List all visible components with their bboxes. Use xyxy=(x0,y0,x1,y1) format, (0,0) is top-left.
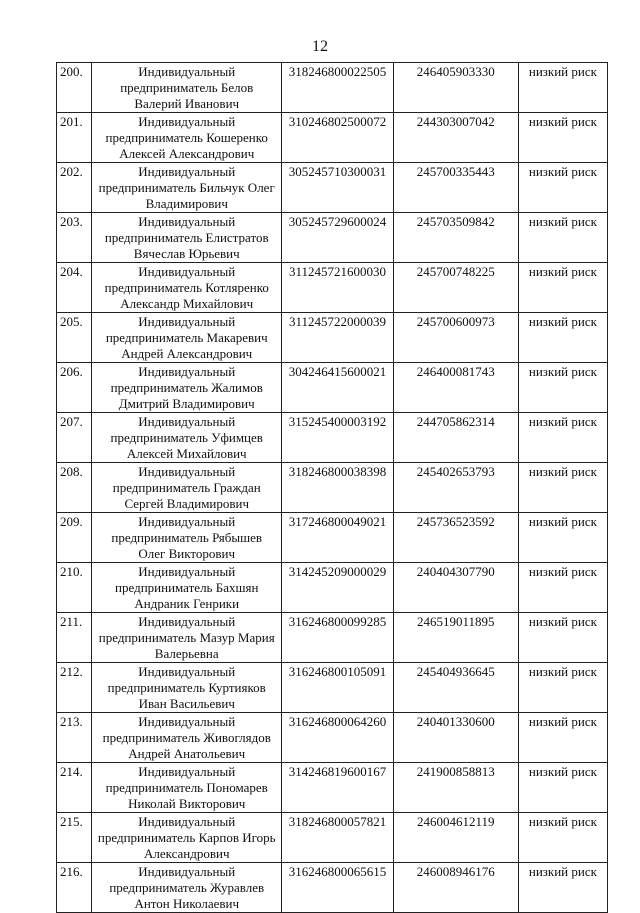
ogrnip-cell: 304246415600021 xyxy=(282,363,393,413)
inn-cell: 245402653793 xyxy=(393,463,518,513)
risk-category-cell: низкий риск xyxy=(518,513,607,563)
table-row xyxy=(57,863,608,913)
entrepreneur-name-line: предприниматель Котляренко xyxy=(104,280,269,295)
inn-cell: 245700748225 xyxy=(393,263,518,313)
table-row xyxy=(57,213,608,263)
entrepreneur-name-line: Индивидуальный xyxy=(138,164,236,179)
entrepreneur-name-line: Николай Викторович xyxy=(128,796,246,811)
entrepreneur-name-cell xyxy=(92,213,282,263)
entrepreneur-name-cell xyxy=(92,463,282,513)
inn-cell: 240401330600 xyxy=(393,713,518,763)
entrepreneur-name-line: предприниматель Уфимцев xyxy=(110,430,263,445)
entrepreneur-name-line: Андраник Генрики xyxy=(134,596,240,611)
entrepreneur-name-cell xyxy=(92,263,282,313)
entrepreneur-name-cell xyxy=(92,663,282,713)
page-number: 12 xyxy=(312,38,328,55)
entrepreneur-name-cell xyxy=(92,363,282,413)
entrepreneur-name-line: Индивидуальный xyxy=(138,64,236,79)
risk-category-cell: низкий риск xyxy=(518,663,607,713)
table-row xyxy=(57,763,608,813)
ogrnip-cell: 305245729600024 xyxy=(282,213,393,263)
entrepreneur-name-line: предприниматель Макаревич xyxy=(105,330,268,345)
entrepreneur-name-line: Александрович xyxy=(143,846,230,861)
table-row xyxy=(57,363,608,413)
entrepreneur-name-cell xyxy=(92,613,282,663)
entrepreneur-name-line: Антон Николаевич xyxy=(134,896,240,911)
inn-cell: 244705862314 xyxy=(393,413,518,463)
ogrnip-cell: 314245209000029 xyxy=(282,563,393,613)
entrepreneur-name-cell xyxy=(92,413,282,463)
inn-cell: 245404936645 xyxy=(393,663,518,713)
ogrnip-cell: 314246819600167 xyxy=(282,763,393,813)
ogrnip-cell: 316246800064260 xyxy=(282,713,393,763)
entrepreneur-name-cell xyxy=(92,563,282,613)
entrepreneur-name-line: предприниматель Мазур Мария xyxy=(98,630,275,645)
entrepreneur-name-line: Олег Викторович xyxy=(138,546,236,561)
inn-cell: 241900858813 xyxy=(393,763,518,813)
entrepreneur-name-line: Индивидуальный xyxy=(138,214,236,229)
table-row xyxy=(57,663,608,713)
risk-category-cell: низкий риск xyxy=(518,363,607,413)
row-number-cell: 205. xyxy=(57,313,92,363)
row-number-cell: 203. xyxy=(57,213,92,263)
entrepreneur-name-cell xyxy=(92,113,282,163)
table-row xyxy=(57,713,608,763)
entrepreneur-name-line: Иван Васильевич xyxy=(138,696,235,711)
ogrnip-cell: 316246800065615 xyxy=(282,863,393,913)
ogrnip-cell: 316246800105091 xyxy=(282,663,393,713)
entrepreneur-name-line: Индивидуальный xyxy=(138,614,236,629)
registry-table xyxy=(56,62,608,913)
entrepreneur-name-line: Владимирович xyxy=(145,196,228,211)
entrepreneur-name-line: Индивидуальный xyxy=(138,464,236,479)
entrepreneur-name-line: предприниматель Куртияков xyxy=(107,680,266,695)
entrepreneur-name-line: Индивидуальный xyxy=(138,114,236,129)
table-row xyxy=(57,613,608,663)
entrepreneur-name-line: Валерий Иванович xyxy=(134,96,240,111)
ogrnip-cell: 305245710300031 xyxy=(282,163,393,213)
entrepreneur-name-line: предприниматель Кошеренко xyxy=(105,130,268,145)
ogrnip-cell: 316246800099285 xyxy=(282,613,393,663)
entrepreneur-name-line: предприниматель Бильчук Олег xyxy=(98,180,275,195)
entrepreneur-name-line: предприниматель Бахшян xyxy=(115,580,259,595)
inn-cell: 246519011895 xyxy=(393,613,518,663)
ogrnip-cell: 311245721600030 xyxy=(282,263,393,313)
entrepreneur-name-line: Дмитрий Владимирович xyxy=(118,396,255,411)
inn-cell: 245700335443 xyxy=(393,163,518,213)
inn-cell: 244303007042 xyxy=(393,113,518,163)
risk-category-cell: низкий риск xyxy=(518,163,607,213)
entrepreneur-name-line: Вячеслав Юрьевич xyxy=(133,246,240,261)
row-number-cell: 202. xyxy=(57,163,92,213)
ogrnip-cell: 310246802500072 xyxy=(282,113,393,163)
risk-category-cell: низкий риск xyxy=(518,613,607,663)
inn-cell: 246004612119 xyxy=(393,813,518,863)
table-row xyxy=(57,63,608,113)
entrepreneur-name-line: Индивидуальный xyxy=(138,264,236,279)
entrepreneur-name-cell xyxy=(92,813,282,863)
row-number-cell: 210. xyxy=(57,563,92,613)
row-number-cell: 207. xyxy=(57,413,92,463)
entrepreneur-name-line: Индивидуальный xyxy=(138,864,236,879)
entrepreneur-name-line: предприниматель Белов xyxy=(120,80,254,95)
entrepreneur-name-line: Индивидуальный xyxy=(138,364,236,379)
row-number-cell: 208. xyxy=(57,463,92,513)
entrepreneur-name-cell xyxy=(92,713,282,763)
table-row xyxy=(57,413,608,463)
risk-category-cell: низкий риск xyxy=(518,213,607,263)
ogrnip-cell: 318246800038398 xyxy=(282,463,393,513)
entrepreneur-name-line: Индивидуальный xyxy=(138,714,236,729)
entrepreneur-name-line: Андрей Александрович xyxy=(121,346,253,361)
entrepreneur-name-line: Валерьевна xyxy=(154,646,219,661)
table-row xyxy=(57,463,608,513)
table-row xyxy=(57,263,608,313)
inn-cell: 240404307790 xyxy=(393,563,518,613)
entrepreneur-name-line: Алексей Михайлович xyxy=(126,446,247,461)
entrepreneur-name-line: Индивидуальный xyxy=(138,564,236,579)
ogrnip-cell: 315245400003192 xyxy=(282,413,393,463)
entrepreneur-name-line: предприниматель Рябышев xyxy=(111,530,263,545)
table-row xyxy=(57,513,608,563)
entrepreneur-name-line: предприниматель Елистратов xyxy=(104,230,269,245)
row-number-cell: 215. xyxy=(57,813,92,863)
entrepreneur-name-line: предприниматель Журавлев xyxy=(109,880,265,895)
entrepreneur-name-line: Индивидуальный xyxy=(138,314,236,329)
entrepreneur-name-cell xyxy=(92,163,282,213)
row-number-cell: 216. xyxy=(57,863,92,913)
inn-cell: 245700600973 xyxy=(393,313,518,363)
inn-cell: 245736523592 xyxy=(393,513,518,563)
ogrnip-cell: 317246800049021 xyxy=(282,513,393,563)
ogrnip-cell: 318246800057821 xyxy=(282,813,393,863)
inn-cell: 245703509842 xyxy=(393,213,518,263)
entrepreneur-name-line: предприниматель Пономарев xyxy=(105,780,268,795)
table-row xyxy=(57,813,608,863)
risk-category-cell: низкий риск xyxy=(518,763,607,813)
row-number-cell: 204. xyxy=(57,263,92,313)
entrepreneur-name-line: Алексей Александрович xyxy=(119,146,255,161)
row-number-cell: 214. xyxy=(57,763,92,813)
risk-category-cell: низкий риск xyxy=(518,263,607,313)
entrepreneur-name-line: предприниматель Граждан xyxy=(112,480,261,495)
risk-category-cell: низкий риск xyxy=(518,563,607,613)
ogrnip-cell: 318246800022505 xyxy=(282,63,393,113)
risk-category-cell: низкий риск xyxy=(518,813,607,863)
row-number-cell: 206. xyxy=(57,363,92,413)
risk-category-cell: низкий риск xyxy=(518,863,607,913)
entrepreneur-name-cell xyxy=(92,863,282,913)
entrepreneur-name-line: Индивидуальный xyxy=(138,764,236,779)
entrepreneur-name-line: Индивидуальный xyxy=(138,814,236,829)
inn-cell: 246400081743 xyxy=(393,363,518,413)
entrepreneur-name-cell xyxy=(92,763,282,813)
risk-category-cell: низкий риск xyxy=(518,413,607,463)
entrepreneur-name-cell xyxy=(92,313,282,363)
row-number-cell: 209. xyxy=(57,513,92,563)
risk-category-cell: низкий риск xyxy=(518,463,607,513)
entrepreneur-name-line: Сергей Владимирович xyxy=(124,496,250,511)
entrepreneur-name-line: предприниматель Карпов Игорь xyxy=(97,830,276,845)
inn-cell: 246405903330 xyxy=(393,63,518,113)
entrepreneur-name-line: предприниматель Жалимов xyxy=(110,380,263,395)
row-number-cell: 201. xyxy=(57,113,92,163)
entrepreneur-name-line: Индивидуальный xyxy=(138,514,236,529)
registry-table-body xyxy=(57,63,608,913)
table-row xyxy=(57,563,608,613)
table-row xyxy=(57,163,608,213)
table-row xyxy=(57,313,608,363)
entrepreneur-name-line: Александр Михайлович xyxy=(120,296,254,311)
row-number-cell: 212. xyxy=(57,663,92,713)
risk-category-cell: низкий риск xyxy=(518,713,607,763)
inn-cell: 246008946176 xyxy=(393,863,518,913)
entrepreneur-name-line: Андрей Анатольевич xyxy=(128,746,246,761)
entrepreneur-name-line: предприниматель Живоглядов xyxy=(102,730,271,745)
risk-category-cell: низкий риск xyxy=(518,113,607,163)
row-number-cell: 200. xyxy=(57,63,92,113)
table-row xyxy=(57,113,608,163)
entrepreneur-name-line: Индивидуальный xyxy=(138,414,236,429)
ogrnip-cell: 311245722000039 xyxy=(282,313,393,363)
entrepreneur-name-line: Индивидуальный xyxy=(138,664,236,679)
entrepreneur-name-cell xyxy=(92,513,282,563)
row-number-cell: 211. xyxy=(57,613,92,663)
row-number-cell: 213. xyxy=(57,713,92,763)
risk-category-cell: низкий риск xyxy=(518,313,607,363)
risk-category-cell: низкий риск xyxy=(518,63,607,113)
entrepreneur-name-cell xyxy=(92,63,282,113)
